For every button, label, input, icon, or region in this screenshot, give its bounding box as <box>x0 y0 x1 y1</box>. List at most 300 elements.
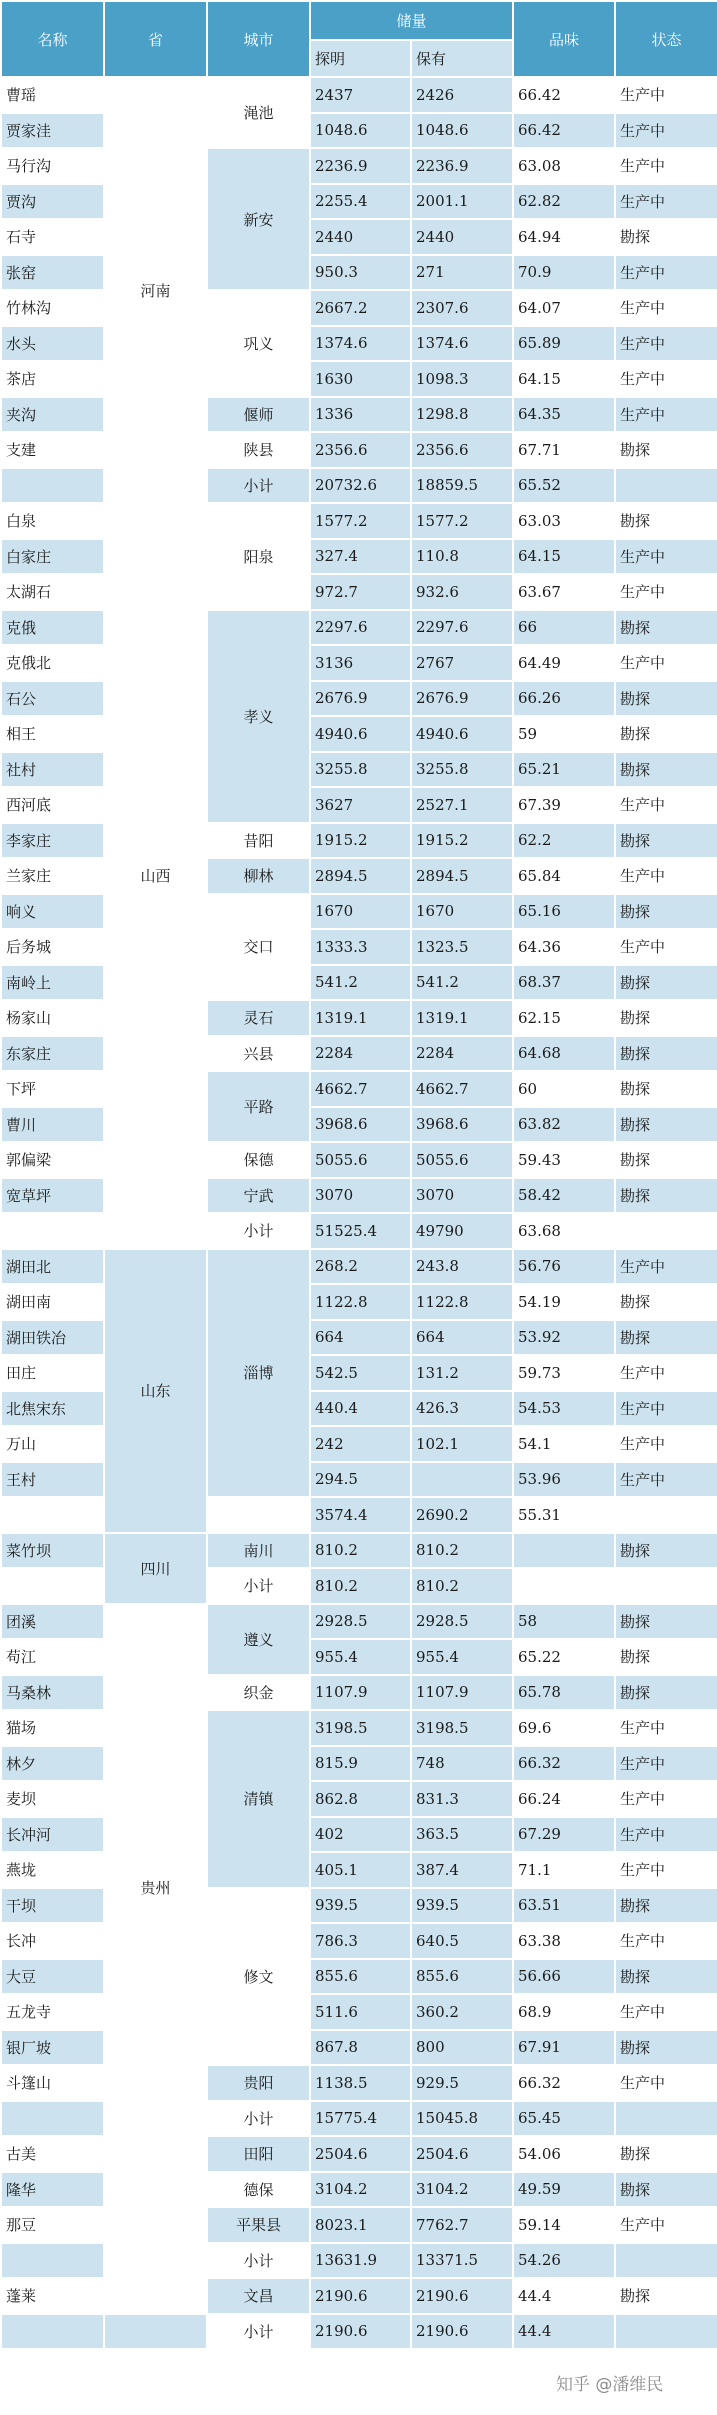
cell-grade: 60 <box>513 1071 615 1107</box>
cell-proven: 939.5 <box>310 1888 411 1924</box>
cell-city: 昔阳 <box>207 823 310 859</box>
cell-proven: 2437 <box>310 77 411 113</box>
cell-held: 3070 <box>411 1178 513 1214</box>
cell-proven: 955.4 <box>310 1639 411 1675</box>
cell-proven: 2667.2 <box>310 290 411 326</box>
cell-status: 生产中 <box>615 2065 717 2101</box>
cell-held: 640.5 <box>411 1923 513 1959</box>
table-row <box>1 2172 717 2208</box>
cell-status: 勘探 <box>615 681 717 717</box>
cell-proven: 294.5 <box>310 1462 411 1498</box>
cell-province: 贵州 <box>104 1604 207 2172</box>
cell-name: 燕垅 <box>1 1852 104 1888</box>
cell-name: 响义 <box>1 894 104 930</box>
cell-status: 勘探 <box>615 1888 717 1924</box>
cell-name <box>1 2101 104 2137</box>
cell-held: 102.1 <box>411 1426 513 1462</box>
cell-status: 勘探 <box>615 1000 717 1036</box>
cell-held: 2767 <box>411 645 513 681</box>
cell-held: 541.2 <box>411 965 513 1001</box>
cell-grade: 67.29 <box>513 1817 615 1853</box>
header-proven: 探明 <box>310 40 411 77</box>
header-held: 保有 <box>411 40 513 77</box>
cell-name: 那豆 <box>1 2207 104 2243</box>
cell-name: 水头 <box>1 326 104 362</box>
cell-grade: 55.31 <box>513 1497 615 1533</box>
cell-status: 生产中 <box>615 1462 717 1498</box>
cell-name <box>1 1497 104 1533</box>
cell-held: 3198.5 <box>411 1710 513 1746</box>
cell-held: 1915.2 <box>411 823 513 859</box>
cell-proven: 2236.9 <box>310 148 411 184</box>
cell-city: 小计 <box>207 2101 310 2137</box>
cell-grade: 53.92 <box>513 1320 615 1356</box>
cell-status: 生产中 <box>615 929 717 965</box>
header-name: 名称 <box>1 1 104 77</box>
cell-status: 生产中 <box>615 1355 717 1391</box>
cell-name <box>1 1568 104 1604</box>
cell-grade: 63.51 <box>513 1888 615 1924</box>
cell-proven: 268.2 <box>310 1249 411 1285</box>
cell-city: 柳林 <box>207 858 310 894</box>
cell-held: 2690.2 <box>411 1497 513 1533</box>
cell-proven: 2894.5 <box>310 858 411 894</box>
cell-grade: 68.37 <box>513 965 615 1001</box>
cell-grade: 54.26 <box>513 2243 615 2279</box>
cell-name: 麦坝 <box>1 1781 104 1817</box>
cell-held: 131.2 <box>411 1355 513 1391</box>
cell-grade: 63.38 <box>513 1923 615 1959</box>
cell-status <box>615 1213 717 1249</box>
cell-proven: 3198.5 <box>310 1710 411 1746</box>
cell-grade: 64.49 <box>513 645 615 681</box>
cell-status: 勘探 <box>615 2278 717 2314</box>
cell-city: 巩义 <box>207 290 310 397</box>
cell-status: 勘探 <box>615 432 717 468</box>
cell-proven: 1138.5 <box>310 2065 411 2101</box>
cell-grade: 63.82 <box>513 1107 615 1143</box>
cell-name: 银厂坡 <box>1 2030 104 2066</box>
cell-proven: 2190.6 <box>310 2278 411 2314</box>
cell-proven: 950.3 <box>310 255 411 291</box>
cell-city: 织金 <box>207 1675 310 1711</box>
cell-grade: 65.45 <box>513 2101 615 2137</box>
cell-city: 小计 <box>207 2314 310 2350</box>
cell-grade: 59.73 <box>513 1355 615 1391</box>
cell-held: 18859.5 <box>411 468 513 504</box>
cell-grade: 65.22 <box>513 1639 615 1675</box>
cell-grade: 65.84 <box>513 858 615 894</box>
cell-grade: 44.4 <box>513 2314 615 2350</box>
cell-name: 斗篷山 <box>1 2065 104 2101</box>
cell-grade: 56.76 <box>513 1249 615 1285</box>
cell-held: 387.4 <box>411 1852 513 1888</box>
cell-name: 克俄 <box>1 610 104 646</box>
cell-status: 勘探 <box>615 894 717 930</box>
cell-city: 田阳 <box>207 2136 310 2172</box>
cell-proven: 3104.2 <box>310 2172 411 2208</box>
cell-grade: 54.1 <box>513 1426 615 1462</box>
cell-proven: 2928.5 <box>310 1604 411 1640</box>
cell-city: 南川 <box>207 1533 310 1569</box>
cell-grade: 66 <box>513 610 615 646</box>
cell-name: 白家庄 <box>1 539 104 575</box>
cell-held: 2190.6 <box>411 2278 513 2314</box>
cell-proven: 1048.6 <box>310 113 411 149</box>
cell-status: 勘探 <box>615 2030 717 2066</box>
cell-status: 生产中 <box>615 787 717 823</box>
cell-name: 北焦宋东 <box>1 1391 104 1427</box>
cell-status: 勘探 <box>615 2172 717 2208</box>
table-row <box>1 503 717 539</box>
cell-proven: 402 <box>310 1817 411 1853</box>
cell-name: 田庄 <box>1 1355 104 1391</box>
cell-grade: 59.14 <box>513 2207 615 2243</box>
cell-grade: 66.32 <box>513 1746 615 1782</box>
cell-name: 长冲 <box>1 1923 104 1959</box>
cell-grade: 63.68 <box>513 1213 615 1249</box>
cell-name: 杨家山 <box>1 1000 104 1036</box>
cell-proven: 2297.6 <box>310 610 411 646</box>
cell-held: 2676.9 <box>411 681 513 717</box>
cell-grade <box>513 1533 615 1569</box>
cell-held: 810.2 <box>411 1533 513 1569</box>
cell-name: 西河底 <box>1 787 104 823</box>
header-reserves: 储量 <box>310 1 513 40</box>
cell-held: 664 <box>411 1320 513 1356</box>
cell-grade: 58.42 <box>513 1178 615 1214</box>
cell-held: 1374.6 <box>411 326 513 362</box>
cell-province <box>104 2314 207 2350</box>
cell-city: 小计 <box>207 1568 310 1604</box>
cell-status <box>615 2101 717 2137</box>
cell-proven: 1319.1 <box>310 1000 411 1036</box>
cell-status: 勘探 <box>615 1036 717 1072</box>
cell-city: 保德 <box>207 1142 310 1178</box>
cell-held: 932.6 <box>411 574 513 610</box>
cell-proven: 1577.2 <box>310 503 411 539</box>
cell-held: 243.8 <box>411 1249 513 1285</box>
cell-proven: 13631.9 <box>310 2243 411 2279</box>
cell-grade: 64.15 <box>513 539 615 575</box>
cell-proven: 862.8 <box>310 1781 411 1817</box>
cell-name: 石公 <box>1 681 104 717</box>
cell-name: 夹沟 <box>1 397 104 433</box>
cell-proven: 810.2 <box>310 1533 411 1569</box>
cell-proven: 972.7 <box>310 574 411 610</box>
table-row <box>1 1249 717 1285</box>
cell-name: 猫场 <box>1 1710 104 1746</box>
cell-city: 渑池 <box>207 77 310 148</box>
cell-city: 交口 <box>207 894 310 1001</box>
cell-proven: 327.4 <box>310 539 411 575</box>
cell-status: 生产中 <box>615 1817 717 1853</box>
cell-name: 马桑林 <box>1 1675 104 1711</box>
cell-held: 2297.6 <box>411 610 513 646</box>
cell-city: 灵石 <box>207 1000 310 1036</box>
cell-name: 竹林沟 <box>1 290 104 326</box>
cell-grade: 65.52 <box>513 468 615 504</box>
cell-proven: 51525.4 <box>310 1213 411 1249</box>
cell-name: 贾家洼 <box>1 113 104 149</box>
cell-name: 马行沟 <box>1 148 104 184</box>
cell-city: 修文 <box>207 1888 310 2066</box>
cell-proven: 541.2 <box>310 965 411 1001</box>
cell-name: 相王 <box>1 716 104 752</box>
cell-held: 800 <box>411 2030 513 2066</box>
cell-city: 孝义 <box>207 610 310 823</box>
cell-grade <box>513 1568 615 1604</box>
cell-status: 生产中 <box>615 858 717 894</box>
cell-name: 林夕 <box>1 1746 104 1782</box>
cell-name: 团溪 <box>1 1604 104 1640</box>
cell-held: 110.8 <box>411 539 513 575</box>
cell-name: 郭偏梁 <box>1 1142 104 1178</box>
cell-city: 新安 <box>207 148 310 290</box>
cell-held: 363.5 <box>411 1817 513 1853</box>
cell-proven: 405.1 <box>310 1852 411 1888</box>
cell-grade: 65.78 <box>513 1675 615 1711</box>
cell-name: 干坝 <box>1 1888 104 1924</box>
cell-proven: 1915.2 <box>310 823 411 859</box>
cell-held: 49790 <box>411 1213 513 1249</box>
cell-held: 2894.5 <box>411 858 513 894</box>
cell-grade: 63.08 <box>513 148 615 184</box>
cell-name <box>1 2314 104 2350</box>
cell-proven: 786.3 <box>310 1923 411 1959</box>
cell-held: 1098.3 <box>411 361 513 397</box>
cell-held: 2504.6 <box>411 2136 513 2172</box>
table-row <box>1 1533 717 1569</box>
header-status: 状态 <box>615 1 717 77</box>
cell-name <box>1 1213 104 1249</box>
cell-name: 东家庄 <box>1 1036 104 1072</box>
cell-grade: 62.2 <box>513 823 615 859</box>
cell-proven: 810.2 <box>310 1568 411 1604</box>
cell-status: 勘探 <box>615 1604 717 1640</box>
cell-held: 4940.6 <box>411 716 513 752</box>
cell-held: 1048.6 <box>411 113 513 149</box>
cell-held: 1298.8 <box>411 397 513 433</box>
cell-grade: 66.42 <box>513 113 615 149</box>
cell-proven: 4662.7 <box>310 1071 411 1107</box>
cell-proven: 1630 <box>310 361 411 397</box>
cell-city: 阳泉 <box>207 503 310 610</box>
cell-proven: 3627 <box>310 787 411 823</box>
cell-grade: 66.32 <box>513 2065 615 2101</box>
table-row <box>1 2314 717 2350</box>
cell-province: 四川 <box>104 1533 207 1604</box>
cell-city: 淄博 <box>207 1249 310 1498</box>
cell-proven: 3136 <box>310 645 411 681</box>
cell-city: 清镇 <box>207 1710 310 1888</box>
cell-status: 生产中 <box>615 255 717 291</box>
cell-status: 勘探 <box>615 716 717 752</box>
cell-grade: 67.39 <box>513 787 615 823</box>
cell-grade: 63.67 <box>513 574 615 610</box>
cell-name: 贾沟 <box>1 184 104 220</box>
cell-grade: 64.36 <box>513 929 615 965</box>
cell-name: 王村 <box>1 1462 104 1498</box>
cell-proven: 1374.6 <box>310 326 411 362</box>
cell-city: 偃师 <box>207 397 310 433</box>
cell-name: 李家庄 <box>1 823 104 859</box>
cell-proven: 511.6 <box>310 1994 411 2030</box>
cell-status <box>615 468 717 504</box>
cell-status: 生产中 <box>615 1746 717 1782</box>
cell-province: 山西 <box>104 503 207 1249</box>
cell-status: 生产中 <box>615 2207 717 2243</box>
cell-held: 2426 <box>411 77 513 113</box>
cell-grade: 64.15 <box>513 361 615 397</box>
cell-status: 生产中 <box>615 1781 717 1817</box>
cell-held: 5055.6 <box>411 1142 513 1178</box>
cell-status: 生产中 <box>615 148 717 184</box>
cell-held: 831.3 <box>411 1781 513 1817</box>
cell-name: 南岭上 <box>1 965 104 1001</box>
cell-name: 蓬莱 <box>1 2278 104 2314</box>
cell-status: 生产中 <box>615 1710 717 1746</box>
cell-held: 426.3 <box>411 1391 513 1427</box>
cell-status: 生产中 <box>615 1249 717 1285</box>
cell-proven: 867.8 <box>310 2030 411 2066</box>
cell-grade: 54.06 <box>513 2136 615 2172</box>
cell-grade: 67.71 <box>513 432 615 468</box>
cell-status: 勘探 <box>615 219 717 255</box>
cell-held: 7762.7 <box>411 2207 513 2243</box>
cell-grade: 65.16 <box>513 894 615 930</box>
cell-name: 宽草坪 <box>1 1178 104 1214</box>
cell-status: 生产中 <box>615 645 717 681</box>
cell-grade: 59.43 <box>513 1142 615 1178</box>
cell-proven: 2440 <box>310 219 411 255</box>
cell-status: 勘探 <box>615 823 717 859</box>
cell-status <box>615 1497 717 1533</box>
cell-status: 勘探 <box>615 1533 717 1569</box>
cell-grade: 64.07 <box>513 290 615 326</box>
cell-grade: 64.35 <box>513 397 615 433</box>
cell-status: 勘探 <box>615 752 717 788</box>
cell-grade: 49.59 <box>513 2172 615 2208</box>
cell-status: 勘探 <box>615 1320 717 1356</box>
table-row <box>1 77 717 113</box>
cell-proven: 664 <box>310 1320 411 1356</box>
cell-name: 万山 <box>1 1426 104 1462</box>
cell-held: 939.5 <box>411 1888 513 1924</box>
cell-status: 勘探 <box>615 965 717 1001</box>
cell-status <box>615 1568 717 1604</box>
cell-held: 2928.5 <box>411 1604 513 1640</box>
cell-status: 勘探 <box>615 503 717 539</box>
cell-status: 生产中 <box>615 1994 717 2030</box>
cell-held: 13371.5 <box>411 2243 513 2279</box>
cell-proven: 15775.4 <box>310 2101 411 2137</box>
cell-proven: 3574.4 <box>310 1497 411 1533</box>
cell-grade: 66.24 <box>513 1781 615 1817</box>
cell-status: 勘探 <box>615 610 717 646</box>
cell-name: 五龙寺 <box>1 1994 104 2030</box>
cell-proven: 8023.1 <box>310 2207 411 2243</box>
cell-name: 苟江 <box>1 1639 104 1675</box>
watermark: 知乎 @潘维民 <box>556 2375 664 2395</box>
cell-grade: 71.1 <box>513 1852 615 1888</box>
cell-province: 山东 <box>104 1249 207 1533</box>
cell-held: 2356.6 <box>411 432 513 468</box>
cell-name: 社村 <box>1 752 104 788</box>
cell-grade: 62.82 <box>513 184 615 220</box>
cell-city: 文昌 <box>207 2278 310 2314</box>
cell-proven: 2504.6 <box>310 2136 411 2172</box>
cell-city: 小计 <box>207 1213 310 1249</box>
cell-held: 1107.9 <box>411 1675 513 1711</box>
cell-grade: 58 <box>513 1604 615 1640</box>
cell-status <box>615 2243 717 2279</box>
cell-proven: 5055.6 <box>310 1142 411 1178</box>
table-row <box>1 1604 717 1640</box>
cell-proven: 4940.6 <box>310 716 411 752</box>
cell-grade: 66.42 <box>513 77 615 113</box>
cell-proven: 815.9 <box>310 1746 411 1782</box>
cell-held: 2236.9 <box>411 148 513 184</box>
cell-status: 生产中 <box>615 326 717 362</box>
cell-status: 生产中 <box>615 361 717 397</box>
cell-status: 生产中 <box>615 1426 717 1462</box>
cell-name: 湖田北 <box>1 1249 104 1285</box>
cell-held: 855.6 <box>411 1959 513 1995</box>
cell-held: 1670 <box>411 894 513 930</box>
cell-city: 小计 <box>207 2243 310 2279</box>
cell-status: 生产中 <box>615 1923 717 1959</box>
cell-status <box>615 2314 717 2350</box>
cell-city: 贵阳 <box>207 2065 310 2101</box>
cell-grade: 65.89 <box>513 326 615 362</box>
cell-status: 生产中 <box>615 113 717 149</box>
cell-proven: 2284 <box>310 1036 411 1072</box>
cell-proven: 3255.8 <box>310 752 411 788</box>
cell-held: 3255.8 <box>411 752 513 788</box>
cell-name: 下坪 <box>1 1071 104 1107</box>
cell-grade: 66.26 <box>513 681 615 717</box>
cell-grade: 54.53 <box>513 1391 615 1427</box>
cell-grade: 65.21 <box>513 752 615 788</box>
cell-status: 勘探 <box>615 1675 717 1711</box>
cell-grade: 62.15 <box>513 1000 615 1036</box>
cell-status: 勘探 <box>615 1639 717 1675</box>
cell-city: 遵义 <box>207 1604 310 1675</box>
cell-name: 后务城 <box>1 929 104 965</box>
cell-held <box>411 1462 513 1498</box>
cell-proven: 542.5 <box>310 1355 411 1391</box>
cell-name: 曹瑶 <box>1 77 104 113</box>
cell-name: 支建 <box>1 432 104 468</box>
cell-proven: 3968.6 <box>310 1107 411 1143</box>
cell-held: 810.2 <box>411 1568 513 1604</box>
cell-held: 4662.7 <box>411 1071 513 1107</box>
cell-status: 生产中 <box>615 77 717 113</box>
cell-grade: 64.68 <box>513 1036 615 1072</box>
cell-name: 菜竹坝 <box>1 1533 104 1569</box>
cell-name: 茶店 <box>1 361 104 397</box>
cell-held: 2527.1 <box>411 787 513 823</box>
cell-held: 2190.6 <box>411 2314 513 2350</box>
cell-held: 271 <box>411 255 513 291</box>
cell-held: 360.2 <box>411 1994 513 2030</box>
header-grade: 品味 <box>513 1 615 77</box>
cell-proven: 1333.3 <box>310 929 411 965</box>
cell-proven: 855.6 <box>310 1959 411 1995</box>
cell-city: 平路 <box>207 1071 310 1142</box>
cell-city: 小计 <box>207 468 310 504</box>
